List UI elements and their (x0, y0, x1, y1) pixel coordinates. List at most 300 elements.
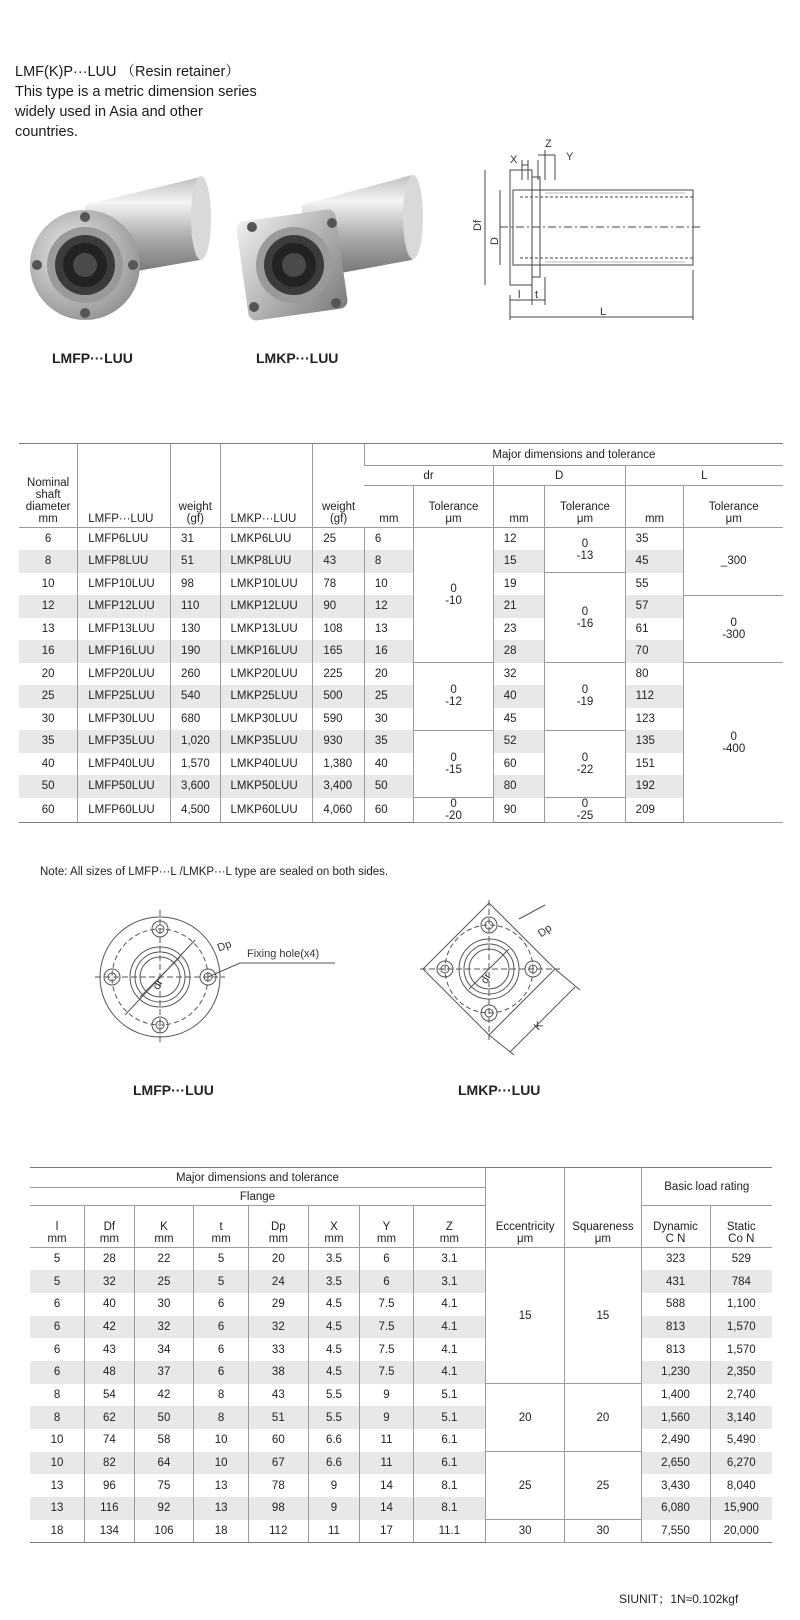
t2-header-flange: Flange (30, 1188, 485, 1206)
table-row (30, 1270, 772, 1293)
cell-L-tolerance: 0 -400 (684, 663, 783, 823)
cell-k: 25 (134, 1270, 194, 1293)
cell-dynamic: 6,080 (641, 1497, 710, 1520)
cell-dp: 43 (248, 1384, 308, 1407)
cell-x: 6.6 (308, 1452, 360, 1475)
cell-L-mm: 80 (625, 663, 684, 686)
cell-nominal: 40 (41, 757, 55, 770)
dr-label-2: dr (478, 971, 494, 986)
cell-dr-mm: 13 (364, 618, 413, 641)
intro-line-2: widely used in Asia and other (15, 104, 203, 120)
fixing-hole-label: Fixing hole(x4) (247, 948, 320, 960)
cell-lmkp-model: LMKP35LUU (220, 730, 313, 753)
table-row (30, 1474, 772, 1497)
cell-nominal: 20 (41, 667, 55, 680)
cell-static: 2,350 (710, 1361, 772, 1384)
cell-x: 9 (308, 1474, 360, 1497)
cell-t: 5 (194, 1248, 249, 1271)
cell-nominal: 25 (19, 685, 78, 708)
header-dr-mm: mm (364, 486, 413, 528)
cell-D-tolerance: 0 -19 (545, 663, 625, 731)
header-dr-tol: Tolerance μm (414, 486, 493, 528)
cell-l: 6 (53, 1298, 61, 1311)
t2-header-static: Static Co N (710, 1206, 772, 1248)
cell-lmfp-model: LMFP50LUU (78, 775, 171, 798)
cell-D-mm: 80 (493, 775, 545, 798)
cell-t: 6 (194, 1316, 249, 1339)
cell-weight-2: 3,400 (313, 775, 365, 798)
svg-text:Z: Z (545, 138, 552, 150)
t2-header-squareness: Squareness μm (565, 1168, 641, 1248)
cell-dp: 24 (248, 1270, 308, 1293)
cell-dynamic: 1,560 (641, 1406, 710, 1429)
cell-dr-mm: 16 (364, 640, 413, 663)
t2-header-dynamic: Dynamic C N (641, 1206, 710, 1248)
table-row (30, 1338, 772, 1361)
cell-l: 13 (30, 1497, 85, 1520)
cell-y: 7.5 (360, 1316, 414, 1339)
cell-dynamic: 431 (641, 1270, 710, 1293)
table-row (19, 685, 783, 708)
cell-dp: 20 (248, 1248, 308, 1271)
cell-static: 8,040 (710, 1474, 772, 1497)
cell-weight-2: 90 (313, 595, 365, 618)
cell-D-tolerance: 0 -16 (545, 573, 625, 663)
cell-l: 8 (53, 1388, 61, 1401)
cell-weight-1: 1,570 (171, 753, 220, 776)
cell-weight-2: 78 (313, 573, 365, 596)
table-row (19, 618, 783, 641)
lmfp-product-photo (25, 165, 220, 330)
table-row (19, 708, 783, 731)
cell-k: 42 (134, 1384, 194, 1407)
cell-lmkp-model: LMKP40LUU (220, 753, 313, 776)
cell-dr-tolerance: 0 -10 (414, 528, 493, 663)
table-row (30, 1429, 772, 1452)
cell-lmkp-model: LMKP12LUU (220, 595, 313, 618)
cell-L-mm: 45 (625, 550, 684, 573)
lmkp-product-photo (232, 165, 427, 330)
cell-L-tolerance: _300 (684, 528, 783, 596)
cell-l: 10 (30, 1452, 85, 1475)
cell-L-mm: 35 (625, 528, 684, 551)
cell-nominal: 13 (41, 622, 55, 635)
cell-dp: 29 (248, 1293, 308, 1316)
cell-y: 7.5 (360, 1293, 414, 1316)
cell-t: 18 (194, 1520, 249, 1543)
header-dr: dr (364, 466, 493, 486)
cell-squareness: 20 (565, 1384, 641, 1452)
cell-y: 14 (360, 1497, 414, 1520)
table-row (30, 1293, 772, 1316)
cell-nominal: 30 (41, 712, 55, 725)
cell-t: 6 (194, 1293, 249, 1316)
cell-l: 10 (50, 1434, 64, 1447)
cell-D-mm: 60 (493, 753, 545, 776)
svg-text:l: l (518, 289, 521, 301)
header-L-tol: Tolerance μm (684, 486, 783, 528)
cell-D-mm: 19 (493, 573, 545, 596)
cell-k: 64 (134, 1452, 194, 1475)
cell-weight-2: 165 (313, 640, 365, 663)
cell-y: 11 (360, 1429, 414, 1452)
cell-df: 116 (85, 1497, 134, 1520)
cell-dynamic: 2,490 (641, 1429, 710, 1452)
t2-header-l: l mm (30, 1206, 85, 1248)
header-L-mm: mm (625, 486, 684, 528)
cell-y: 9 (360, 1406, 414, 1429)
cell-squareness: 30 (565, 1520, 641, 1543)
cell-dynamic: 813 (641, 1316, 710, 1339)
cell-dr-tolerance: 0 -20 (414, 798, 493, 823)
header-nominal: Nominal shaft diameter mm (19, 444, 78, 528)
cell-dr-tolerance: 0 -15 (414, 730, 493, 798)
table-dimensions-2 (30, 1167, 772, 1543)
cell-lmfp-model: LMFP13LUU (78, 618, 171, 641)
cell-dr-mm: 40 (364, 753, 413, 776)
header-lmkp: LMKP···LUU (220, 444, 313, 528)
table-dimensions-1 (19, 443, 783, 823)
cell-squareness: 15 (565, 1248, 641, 1384)
cell-x: 4.5 (308, 1316, 360, 1339)
cell-dr-mm: 8 (364, 550, 413, 573)
cell-weight-1: 51 (171, 550, 220, 573)
cell-x: 11 (308, 1520, 360, 1543)
cell-l: 18 (30, 1520, 85, 1543)
intro-line-3: countries. (15, 124, 78, 140)
intro-line-1: This type is a metric dimension series (15, 84, 257, 100)
cell-df: 42 (85, 1316, 134, 1339)
cell-df: 82 (85, 1452, 134, 1475)
cell-l: 6 (30, 1316, 85, 1339)
table-row (19, 550, 783, 573)
cell-weight-1: 130 (171, 618, 220, 641)
table-row (19, 573, 783, 596)
cell-weight-2: 108 (313, 618, 365, 641)
cell-dp: 33 (248, 1338, 308, 1361)
cell-static: 1,570 (710, 1316, 772, 1339)
table-row (30, 1406, 772, 1429)
cell-dp: 32 (248, 1316, 308, 1339)
cell-l: 13 (50, 1479, 64, 1492)
t2-header-df: Df mm (85, 1206, 134, 1248)
cell-lmkp-model: LMKP8LUU (220, 550, 313, 573)
cell-lmfp-model: LMFP60LUU (78, 798, 171, 823)
cell-x: 3.5 (308, 1270, 360, 1293)
cell-x: 4.5 (308, 1293, 360, 1316)
cell-df: 40 (85, 1293, 134, 1316)
cell-nominal: 16 (19, 640, 78, 663)
cell-D-mm: 15 (493, 550, 545, 573)
cell-lmfp-model: LMFP10LUU (78, 573, 171, 596)
cell-dp: 60 (248, 1429, 308, 1452)
t2-header-major: Major dimensions and tolerance (30, 1168, 485, 1188)
cell-dynamic: 323 (641, 1248, 710, 1271)
cell-t: 6 (194, 1361, 249, 1384)
svg-text:D: D (489, 237, 501, 245)
cell-weight-1: 260 (171, 663, 220, 686)
cell-dp: 67 (248, 1452, 308, 1475)
cell-nominal: 50 (19, 775, 78, 798)
svg-text:L: L (600, 306, 607, 318)
cell-t: 8 (194, 1384, 249, 1407)
cell-eccentricity: 25 (485, 1452, 564, 1520)
cell-dr-mm: 12 (364, 595, 413, 618)
t2-header-z: Z mm (413, 1206, 485, 1248)
cell-D-tolerance: 0 -25 (545, 798, 625, 823)
svg-text:Df: Df (472, 220, 484, 231)
table-row (19, 798, 783, 823)
t2-header-y: Y mm (360, 1206, 414, 1248)
cell-nominal: 6 (44, 533, 52, 545)
cell-lmkp-model: LMKP25LUU (220, 685, 313, 708)
cell-nominal: 60 (19, 798, 78, 823)
cell-dr-mm: 6 (364, 528, 413, 551)
cell-t: 8 (194, 1406, 249, 1429)
cell-t: 13 (194, 1497, 249, 1520)
intro-title: LMF(K)P···LUU （Resin retainer） (15, 64, 240, 80)
cell-y: 17 (360, 1520, 414, 1543)
header-D-tol: Tolerance μm (545, 486, 625, 528)
dr-label-1: dr (150, 977, 166, 992)
cell-lmfp-model: LMFP25LUU (78, 685, 171, 708)
header-L: L (625, 466, 783, 486)
t2-header-t: t mm (194, 1206, 249, 1248)
cell-dynamic: 813 (641, 1338, 710, 1361)
cell-z: 5.1 (413, 1406, 485, 1429)
cell-z: 4.1 (413, 1293, 485, 1316)
cell-dynamic: 2,650 (641, 1452, 710, 1475)
header-weight-1: weight (gf) (171, 444, 220, 528)
cell-static: 529 (710, 1248, 772, 1271)
cell-dr-mm: 20 (364, 663, 413, 686)
cell-eccentricity: 30 (485, 1520, 564, 1543)
cell-x: 4.5 (308, 1338, 360, 1361)
cell-static: 5,490 (710, 1429, 772, 1452)
cell-lmkp-model: LMKP6LUU (220, 528, 313, 551)
cell-dp: 51 (248, 1406, 308, 1429)
cell-lmkp-model: LMKP50LUU (220, 775, 313, 798)
cell-nominal: 12 (19, 595, 78, 618)
lmfp-photo-label: LMFP···LUU (52, 350, 133, 366)
t2-header-k: K mm (134, 1206, 194, 1248)
cell-dynamic: 7,550 (641, 1520, 710, 1543)
cell-dr-mm: 30 (364, 708, 413, 731)
cell-weight-1: 540 (171, 685, 220, 708)
table-row (19, 663, 783, 686)
cell-df: 134 (85, 1520, 134, 1543)
cell-df: 96 (85, 1474, 134, 1497)
cell-dynamic: 588 (641, 1293, 710, 1316)
cell-dynamic: 1,400 (641, 1384, 710, 1407)
cell-lmfp-model: LMFP16LUU (78, 640, 171, 663)
si-unit-note: SIUNIT；1N≈0.102kgf (619, 1592, 739, 1606)
cell-lmfp-model: LMFP12LUU (78, 595, 171, 618)
cell-dr-mm: 50 (364, 775, 413, 798)
cell-weight-1: 680 (171, 708, 220, 731)
cell-lmkp-model: LMKP16LUU (220, 640, 313, 663)
cell-static: 6,270 (710, 1452, 772, 1475)
cell-k: 106 (134, 1520, 194, 1543)
cell-lmfp-model: LMFP35LUU (78, 730, 171, 753)
cell-D-mm: 52 (493, 730, 545, 753)
svg-text:X: X (510, 154, 518, 166)
cell-y: 14 (360, 1474, 414, 1497)
cell-L-mm: 70 (625, 640, 684, 663)
cell-k: 50 (134, 1406, 194, 1429)
cell-k: 37 (134, 1361, 194, 1384)
cell-weight-2: 225 (313, 663, 365, 686)
cell-df: 43 (85, 1338, 134, 1361)
cell-L-mm: 123 (625, 708, 684, 731)
cell-L-mm: 55 (625, 573, 684, 596)
cell-D-mm: 90 (493, 798, 545, 823)
cell-df: 28 (85, 1248, 134, 1271)
table-row (19, 595, 783, 618)
cell-l: 6 (53, 1343, 61, 1356)
cell-x: 4.5 (308, 1361, 360, 1384)
cell-l: 8 (30, 1406, 85, 1429)
lmfp-drawing-label: LMFP···LUU (133, 1082, 214, 1098)
cell-dr-mm: 10 (364, 573, 413, 596)
cell-lmfp-model: LMFP40LUU (78, 753, 171, 776)
table-row (30, 1384, 772, 1407)
cell-k: 30 (134, 1293, 194, 1316)
cell-static: 1,570 (710, 1338, 772, 1361)
cell-dr-tolerance: 0 -12 (414, 663, 493, 731)
cell-D-mm: 32 (493, 663, 545, 686)
cell-l: 5 (30, 1270, 85, 1293)
dp-label-2: Dp (535, 922, 555, 940)
cell-weight-2: 4,060 (313, 798, 365, 823)
cell-weight-1: 3,600 (171, 775, 220, 798)
cell-t: 6 (194, 1338, 249, 1361)
cell-k: 22 (134, 1248, 194, 1271)
cell-x: 6.6 (308, 1429, 360, 1452)
cell-static: 1,100 (710, 1293, 772, 1316)
cell-nominal: 35 (19, 730, 78, 753)
cell-t: 5 (194, 1270, 249, 1293)
cell-dp: 78 (248, 1474, 308, 1497)
cell-dp: 38 (248, 1361, 308, 1384)
sealing-note: Note: All sizes of LMFP···L /LMKP···L type are sealed on both sides. (40, 866, 389, 878)
cell-weight-1: 110 (171, 595, 220, 618)
cell-weight-2: 590 (313, 708, 365, 731)
table-row (19, 730, 783, 753)
table-row (30, 1497, 772, 1520)
cell-z: 3.1 (413, 1248, 485, 1271)
table-row (19, 528, 783, 551)
cell-lmfp-model: LMFP30LUU (78, 708, 171, 731)
cell-weight-1: 98 (171, 573, 220, 596)
cell-y: 6 (360, 1270, 414, 1293)
cell-x: 5.5 (308, 1384, 360, 1407)
table-row (19, 775, 783, 798)
table-row (19, 640, 783, 663)
cell-k: 34 (134, 1338, 194, 1361)
cell-k: 58 (134, 1429, 194, 1452)
cell-z: 8.1 (413, 1474, 485, 1497)
header-major: Major dimensions and tolerance (364, 444, 783, 466)
cell-t: 10 (194, 1429, 249, 1452)
table-row (30, 1452, 772, 1475)
lmkp-flange-drawing (415, 895, 590, 1060)
cell-y: 7.5 (360, 1361, 414, 1384)
cell-l: 5 (53, 1253, 61, 1266)
cell-k: 32 (134, 1316, 194, 1339)
cell-df: 54 (85, 1384, 134, 1407)
cell-L-mm: 209 (625, 798, 684, 823)
cell-L-mm: 61 (625, 618, 684, 641)
cell-weight-2: 43 (313, 550, 365, 573)
cell-D-mm: 40 (493, 685, 545, 708)
cell-weight-2: 25 (313, 528, 365, 551)
cell-static: 20,000 (710, 1520, 772, 1543)
cell-z: 4.1 (413, 1316, 485, 1339)
cell-weight-1: 4,500 (171, 798, 220, 823)
cell-D-tolerance: 0 -13 (545, 528, 625, 573)
header-weight-2: weight (gf) (313, 444, 365, 528)
cell-D-mm: 23 (493, 618, 545, 641)
cell-nominal: 10 (41, 577, 55, 590)
cell-D-mm: 12 (493, 528, 545, 551)
cell-eccentricity: 15 (485, 1248, 564, 1384)
cell-L-mm: 151 (625, 753, 684, 776)
cell-squareness: 25 (565, 1452, 641, 1520)
header-D: D (493, 466, 625, 486)
cell-l: 6 (30, 1361, 85, 1384)
cell-dynamic: 3,430 (641, 1474, 710, 1497)
cell-y: 7.5 (360, 1338, 414, 1361)
cell-eccentricity: 20 (485, 1384, 564, 1452)
cell-lmfp-model: LMFP20LUU (78, 663, 171, 686)
cell-L-mm: 192 (625, 775, 684, 798)
cell-df: 48 (85, 1361, 134, 1384)
cell-weight-2: 930 (313, 730, 365, 753)
cell-dr-mm: 60 (364, 798, 413, 823)
cell-x: 9 (308, 1497, 360, 1520)
cell-z: 3.1 (413, 1270, 485, 1293)
cell-dp: 98 (248, 1497, 308, 1520)
cell-k: 75 (134, 1474, 194, 1497)
cell-static: 2,740 (710, 1384, 772, 1407)
cell-D-mm: 21 (493, 595, 545, 618)
lmfp-flange-drawing (95, 905, 355, 1050)
cell-lmfp-model: LMFP8LUU (78, 550, 171, 573)
cell-D-tolerance: 0 -22 (545, 730, 625, 798)
cell-y: 6 (360, 1248, 414, 1271)
svg-text:Y: Y (566, 151, 574, 163)
lmkp-drawing-label: LMKP···LUU (458, 1082, 541, 1098)
cell-k: 92 (134, 1497, 194, 1520)
table-row (30, 1316, 772, 1339)
k-label: K (531, 1019, 546, 1033)
cell-static: 3,140 (710, 1406, 772, 1429)
cell-z: 8.1 (413, 1497, 485, 1520)
cell-lmkp-model: LMKP30LUU (220, 708, 313, 731)
cell-z: 4.1 (413, 1338, 485, 1361)
cell-z: 11.1 (413, 1520, 485, 1543)
dp-label-1: Dp (215, 938, 234, 955)
cell-z: 5.1 (413, 1384, 485, 1407)
cell-dp: 112 (248, 1520, 308, 1543)
header-D-mm: mm (493, 486, 545, 528)
t2-header-eccentricity: Eccentricity μm (485, 1168, 564, 1248)
cell-lmkp-model: LMKP10LUU (220, 573, 313, 596)
cell-z: 4.1 (413, 1361, 485, 1384)
cell-static: 15,900 (710, 1497, 772, 1520)
t2-header-x: X mm (308, 1206, 360, 1248)
